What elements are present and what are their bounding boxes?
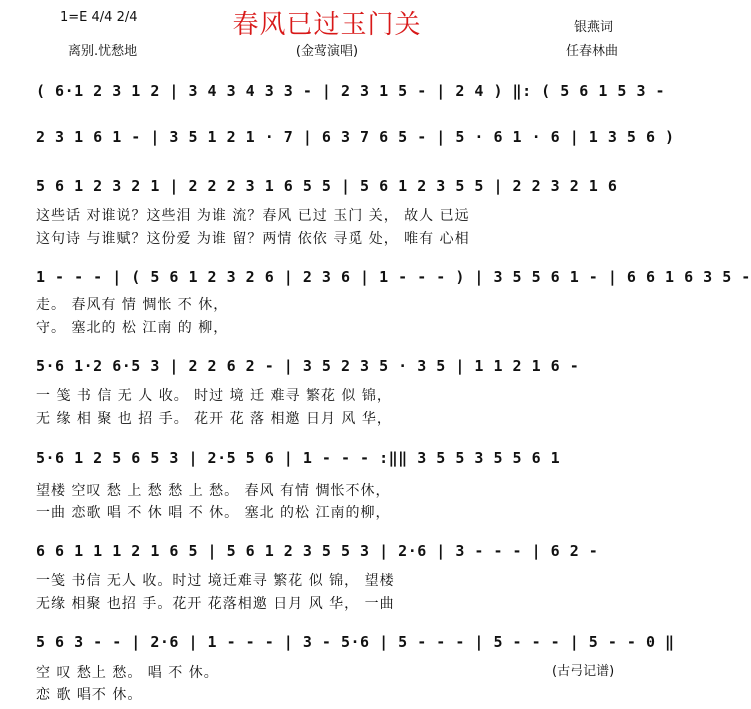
song-title: 春风已过玉门关 (232, 10, 422, 40)
lyric-verse-2: 无缘 相聚 也招 手。花开 花落相邀 日月 风 华， 一曲 (36, 596, 395, 612)
notation-line-5: 5·6 1·2 6·5 3 | 2 2 6 2 - | 3 5 2 3 5 · 3 5 | 1 1 2 1 6 - (36, 357, 580, 375)
lyric-verse-2: 一曲 恋歌 唱 不 休 唱 不 休。 塞北 的松 江南的柳， (36, 505, 391, 521)
performer-credit: (金莺演唱) (295, 44, 359, 59)
lyric-verse-1: 望楼 空叹 愁 上 愁 愁 上 愁。 春风 有情 惆怅不休， (36, 483, 391, 499)
notation-line-1: ( 6·1 2 3 1 2 | 3 4 3 4 3 3 - | 2 3 1 5 - | 2 4 ) ‖: ( 5 6 1 5 3 - (36, 82, 666, 100)
notation-line-2: 2 3 1 6 1 - | 3 5 1 2 1 · 7 | 6 3 7 6 5 - | 5 · 6 1 · 6 | 1 3 5 6 ) (36, 128, 675, 146)
notation-line-3: 5 6 1 2 3 2 1 | 2 2 2 3 1 6 5 5 | 5 6 1 2 3 5 5 | 2 2 3 2 1 6 (36, 177, 618, 195)
lyricist-credit: 银燕词 (574, 20, 614, 35)
lyric-verse-2: 守。 塞北的 松 江南 的 柳， (36, 320, 229, 336)
notation-line-8: 5 6 3 - - | 2·6 | 1 - - - | 3 - 5·6 | 5 - - - | 5 - - - | 5 - - 0 ‖ (36, 633, 675, 651)
transcriber-note: (古弓记谱) (552, 664, 615, 679)
lyric-verse-1: 这些话 对谁说？这些泪 为谁 流？春风 已过 玉门 关， 故人 已远 (36, 208, 470, 224)
lyric-verse-2: 这句诗 与谁赋？这份爱 为谁 留？两情 依依 寻觅 处， 唯有 心相 (36, 231, 470, 247)
notation-line-6: 5·6 1 2 5 6 5 3 | 2·5 5 6 | 1 - - - :‖‖ 3 5 5 3 5 5 6 1 (36, 449, 561, 467)
notation-line-4: 1 - - - | ( 5 6 1 2 3 2 6 | 2 3 6 | 1 - - - ) | 3 5 5 6 1 - | 6 6 1 6 3 5 - (36, 268, 751, 286)
key-signature: 1=E 4/4 2/4 (60, 10, 138, 25)
lyric-verse-1: 一 笺 书 信 无 人 收。 时过 境 迁 难寻 繁花 似 锦， (36, 388, 392, 404)
notation-line-7: 6 6 1 1 1 2 1 6 5 | 5 6 1 2 3 5 5 3 | 2·6 | 3 - - - | 6 2 - (36, 542, 599, 560)
lyric-verse-2: 无 缘 相 聚 也 招 手。 花开 花 落 相邀 日月 风 华， (36, 411, 392, 427)
tempo-marking: 离别.忧愁地 (68, 44, 138, 59)
lyric-verse-1: 一笺 书信 无人 收。时过 境迁难寻 繁花 似 锦， 望楼 (36, 573, 395, 589)
lyric-verse-2: 恋 歌 唱不 休。 (36, 687, 143, 703)
lyric-verse-1: 空 叹 愁上 愁。 唱 不 休。 (36, 665, 219, 681)
lyric-verse-1: 走。 春风有 情 惆怅 不 休， (36, 297, 229, 313)
composer-credit: 任春林曲 (566, 44, 619, 59)
